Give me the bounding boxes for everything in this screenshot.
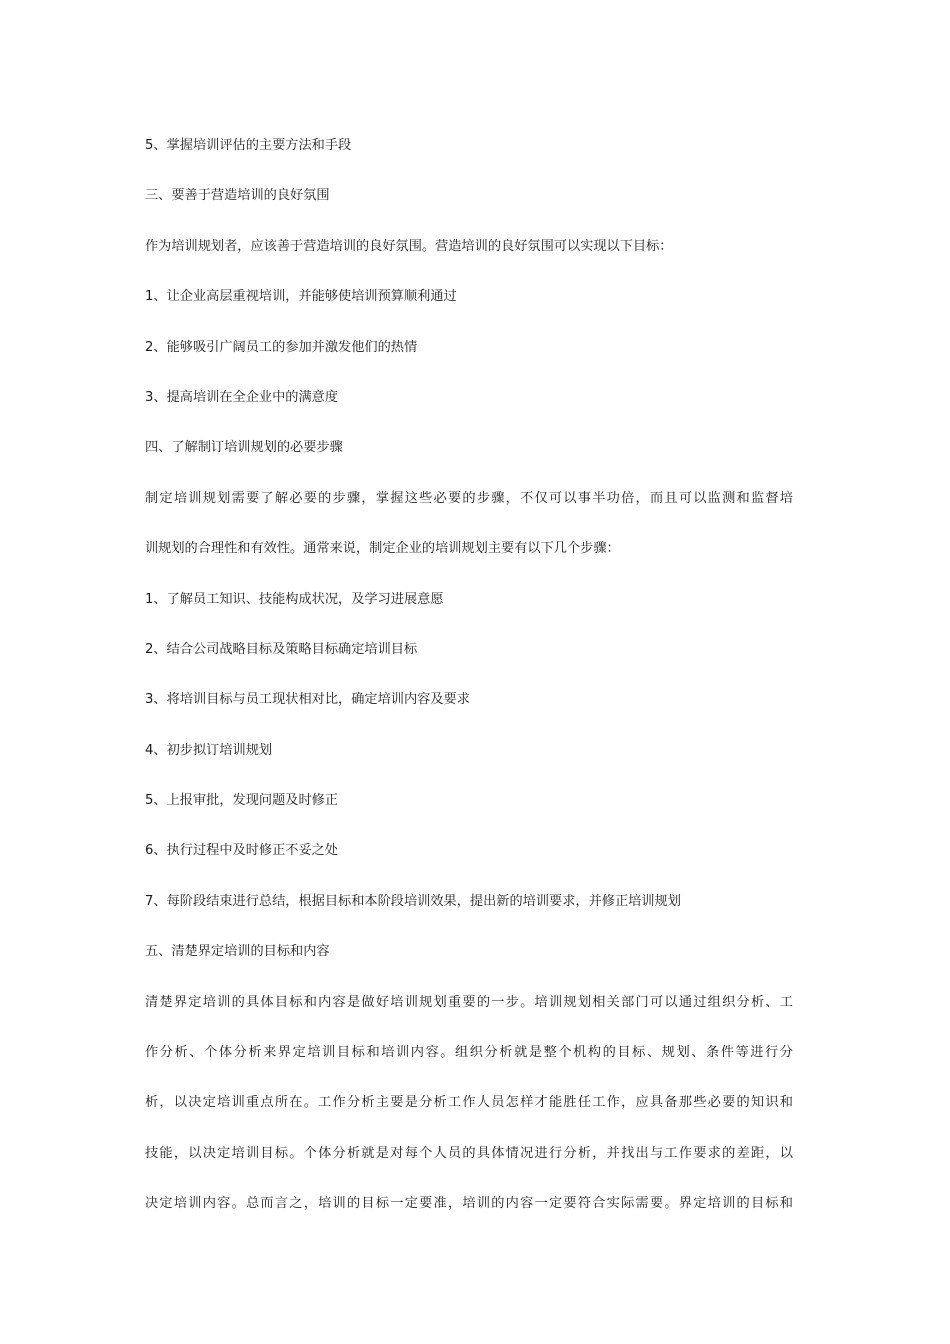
text-line: 作为培训规划者，应该善于营造培训的良好氛围。营造培训的良好氛围可以实现以下目标： <box>145 238 673 254</box>
text-line: 3、提高培训在全企业中的满意度 <box>145 389 339 405</box>
text-line: 制定培训规划需要了解必要的步骤，掌握这些必要的步骤，不仅可以事半功倍，而且可以监测和监督培 <box>145 490 793 506</box>
text-line: 1、让企业高层重视培训，并能够使培训预算顺利通过 <box>145 289 457 305</box>
text-line: 决定培训内容。总而言之，培训的目标一定要准，培训的内容一定要符合实际需要。界定培训的目标和 <box>145 1196 793 1212</box>
text-line: 三、要善于营造培训的良好氛围 <box>145 188 330 204</box>
text-line: 五、清楚界定培训的目标和内容 <box>145 944 330 960</box>
text-line: 1、了解员工知识、技能构成状况，及学习进展意愿 <box>145 591 444 607</box>
text-line: 5、上报审批，发现问题及时修正 <box>145 793 339 809</box>
text-line: 5、掌握培训评估的主要方法和手段 <box>145 138 352 153</box>
text-line: 技能，以决定培训目标。个体分析就是对每个人员的具体情况进行分析，并找出与工作要求的差距，以 <box>145 1145 793 1161</box>
text-line: 2、结合公司战略目标及策略目标确定培训目标 <box>145 641 418 657</box>
text-line: 6、执行过程中及时修正不妥之处 <box>145 843 339 859</box>
text-line: 清楚界定培训的具体目标和内容是做好培训规划重要的一步。培训规划相关部门可以通过组织分析、工 <box>145 994 793 1010</box>
text-line: 作分析、个体分析来界定培训目标和培训内容。组织分析就是整个机构的目标、规划、条件等进行分 <box>145 1045 793 1061</box>
text-line: 2、能够吸引广阔员工的参加并激发他们的热情 <box>145 339 418 355</box>
text-line: 训规划的合理性和有效性。通常来说，制定企业的培训规划主要有以下几个步骤： <box>145 541 620 557</box>
text-line: 4、初步拟订培训规划 <box>145 742 273 758</box>
text-line: 3、将培训目标与员工现状相对比，确定培训内容及要求 <box>145 692 470 708</box>
text-line: 7、每阶段结束进行总结，根据目标和本阶段培训效果，提出新的培训要求，并修正培训规划 <box>145 893 681 909</box>
text-line: 析，以决定培训重点所在。工作分析主要是分析工作人员怎样才能胜任工作，应具备那些必要的知识和 <box>145 1095 793 1111</box>
document-body <box>145 134 795 1243</box>
text-line: 四、了解制订培训规划的必要步骤 <box>145 440 343 456</box>
